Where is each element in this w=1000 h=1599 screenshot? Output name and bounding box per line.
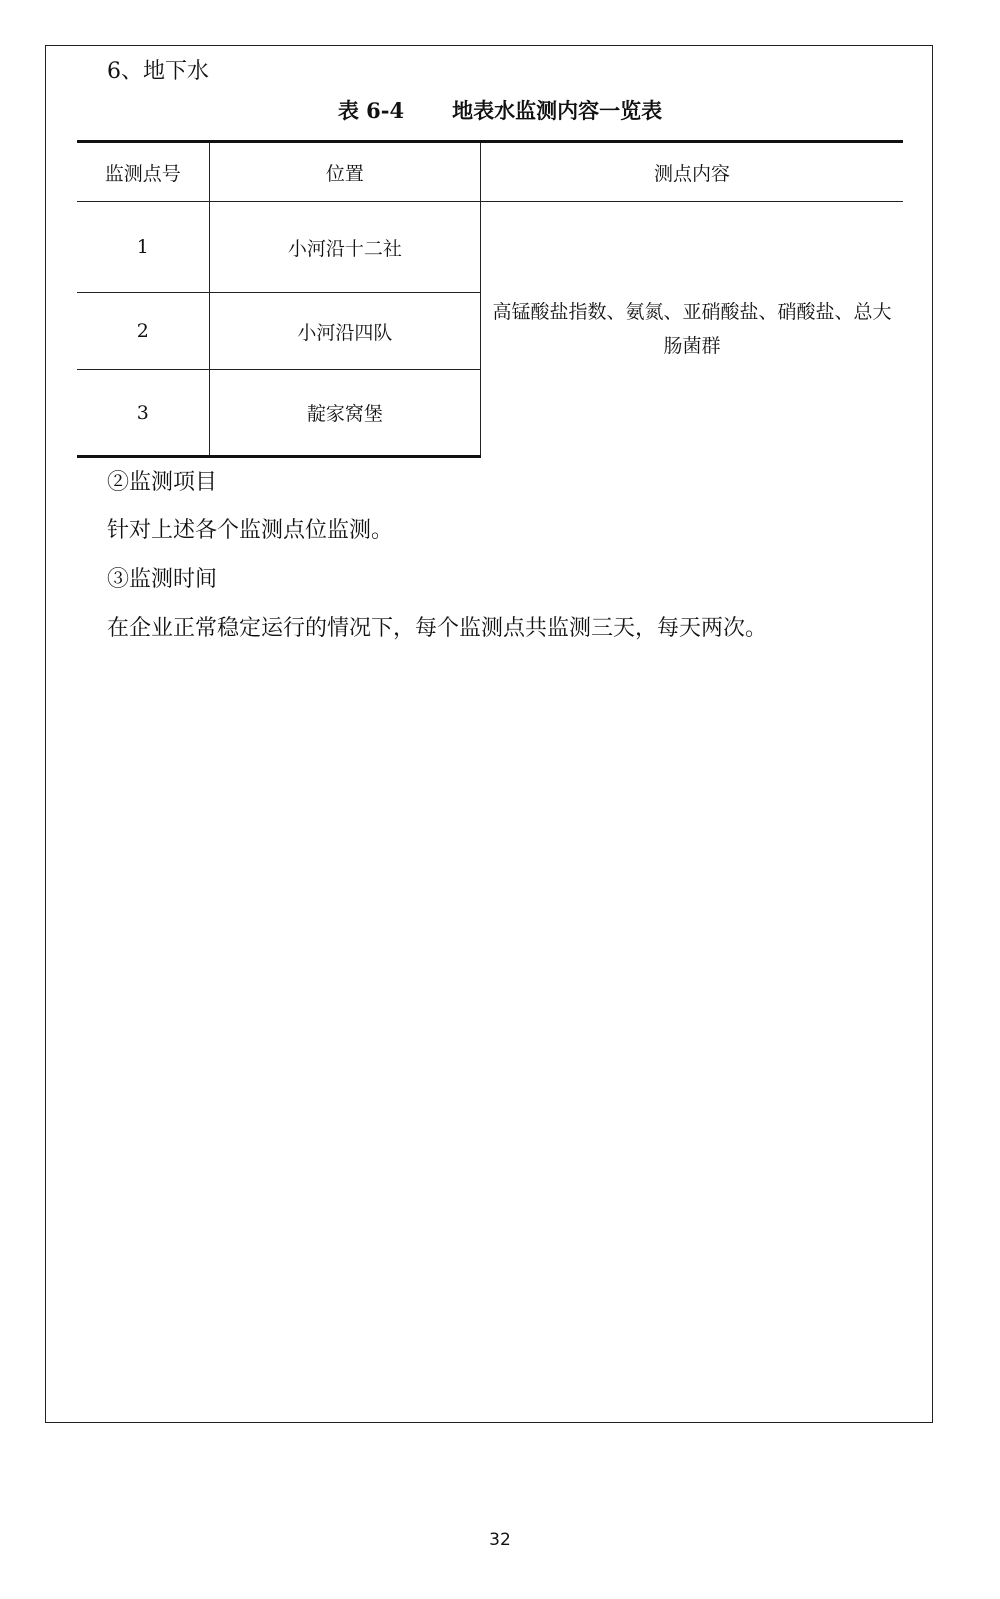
header-location: 位置 [209, 142, 481, 202]
cell-location: 靛家窝堡 [209, 370, 481, 457]
item-heading: ②监测项目 [107, 470, 218, 495]
cell-point-id: 2 [77, 293, 209, 370]
item-text: 针对上述各个监测点位监测。 [107, 518, 394, 543]
table-row [77, 202, 903, 293]
table-caption [0, 95, 1000, 127]
table-header-row [77, 142, 903, 202]
table-caption-title: 地表水监测内容一览表 [452, 98, 663, 123]
header-content: 测点内容 [481, 142, 903, 202]
header-point-id: 监测点号 [77, 142, 209, 202]
cell-location: 小河沿十二社 [209, 202, 481, 293]
cell-point-id: 3 [77, 370, 209, 457]
cell-shared-content: 高锰酸盐指数、氨氮、亚硝酸盐、硝酸盐、总大肠菌群 [481, 202, 903, 457]
table-caption-number: 表 6-4 [337, 98, 405, 123]
time-heading: ③监测时间 [107, 567, 218, 592]
page-number: 32 [489, 1530, 511, 1550]
cell-point-id: 1 [136, 236, 149, 258]
monitoring-table [77, 140, 903, 458]
cell-location: 小河沿四队 [209, 293, 481, 370]
section-heading: 6、地下水 [107, 59, 209, 84]
time-text: 在企业正常稳定运行的情况下，每个监测点共监测三天，每天两次。 [107, 616, 768, 641]
